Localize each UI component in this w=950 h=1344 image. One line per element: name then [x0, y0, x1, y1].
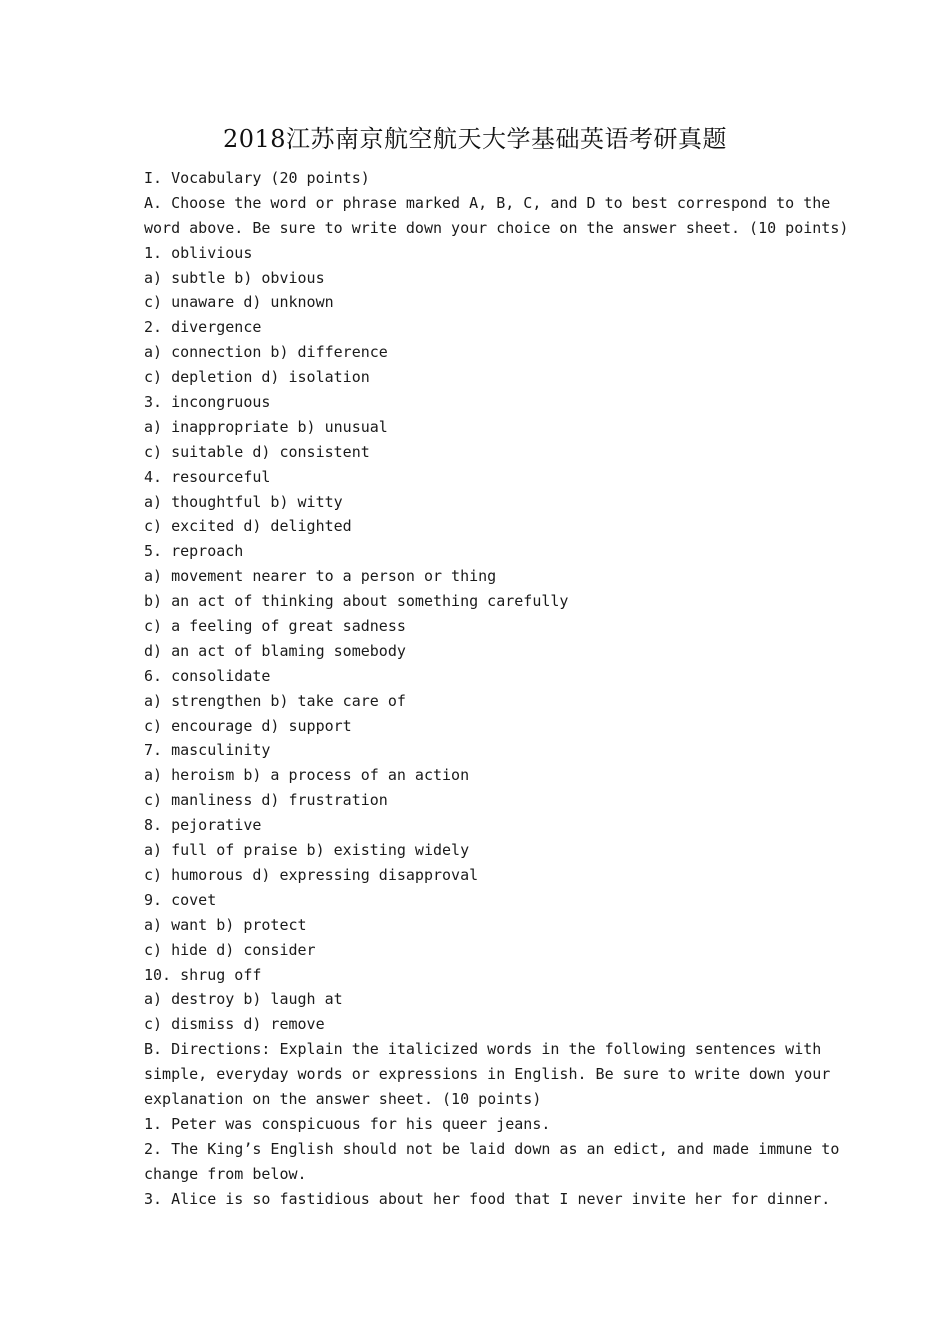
text-line: 6. consolidate [144, 666, 271, 685]
text-line: a) subtle b) obvious [144, 268, 325, 287]
text-line: c) suitable d) consistent [144, 442, 370, 461]
text-line: 1. Peter was conspicuous for his queer jeans. [144, 1114, 551, 1133]
text-line: c) encourage d) support [144, 716, 352, 735]
text-line: c) dismiss d) remove [144, 1015, 325, 1034]
text-line: a) thoughtful b) witty [144, 492, 343, 511]
text-line: a) want b) protect [144, 915, 307, 934]
text-line: c) unaware d) unknown [144, 293, 334, 312]
text-line: 1. oblivious [144, 243, 253, 262]
text-line: a) inappropriate b) unusual [144, 417, 388, 436]
text-line: a) movement nearer to a person or thing [144, 567, 497, 586]
text-line: 7. masculinity [144, 741, 271, 760]
text-line: a) heroism b) a process of an action [144, 766, 470, 785]
text-line: c) hide d) consider [144, 940, 316, 959]
text-line: change from below. [144, 1164, 307, 1183]
text-line: simple, everyday words or expressions in English. Be sure to write down your [144, 1065, 831, 1084]
text-line: 5. reproach [144, 542, 244, 561]
text-line: d) an act of blaming somebody [144, 641, 406, 660]
text-line: c) manliness d) frustration [144, 791, 388, 810]
text-line: b) an act of thinking about something carefully [144, 592, 569, 611]
text-line: 2. divergence [144, 318, 262, 337]
text-line: a) strengthen b) take care of [144, 691, 406, 710]
text-line: 2. The King’s English should not be laid down as an edict, and made immune to [144, 1139, 840, 1158]
text-line: c) depletion d) isolation [144, 368, 370, 387]
text-line: A. Choose the word or phrase marked A, B, C, and D to best correspond to the [144, 193, 831, 212]
text-line: 9. covet [144, 890, 217, 909]
text-line: 4. resourceful [144, 467, 271, 486]
text-line: I. Vocabulary (20 points) [144, 169, 370, 187]
text-line: c) excited d) delighted [144, 517, 352, 536]
text-line: 3. Alice is so fastidious about her food that I never invite her for dinner. [144, 1189, 831, 1208]
document-title: 2018江苏南京航空航天大学基础英语考研真题 [222, 125, 728, 153]
text-line: 3. incongruous [144, 393, 271, 412]
text-line: word above. Be sure to write down your choice on the answer sheet. (10 points) [144, 218, 849, 237]
text-line: c) a feeling of great sadness [144, 617, 406, 636]
text-line: explanation on the answer sheet. (10 points) [144, 1089, 542, 1108]
text-line: a) connection b) difference [144, 343, 388, 362]
text-line: 8. pejorative [144, 816, 262, 835]
document-body [144, 166, 849, 1211]
text-line: 10. shrug off [144, 965, 262, 984]
text-line: c) humorous d) expressing disapproval [144, 865, 479, 884]
text-line: a) full of praise b) existing widely [144, 841, 470, 860]
text-line: B. Directions: Explain the italicized words in the following sentences with [144, 1040, 822, 1059]
text-line: a) destroy b) laugh at [144, 990, 343, 1009]
